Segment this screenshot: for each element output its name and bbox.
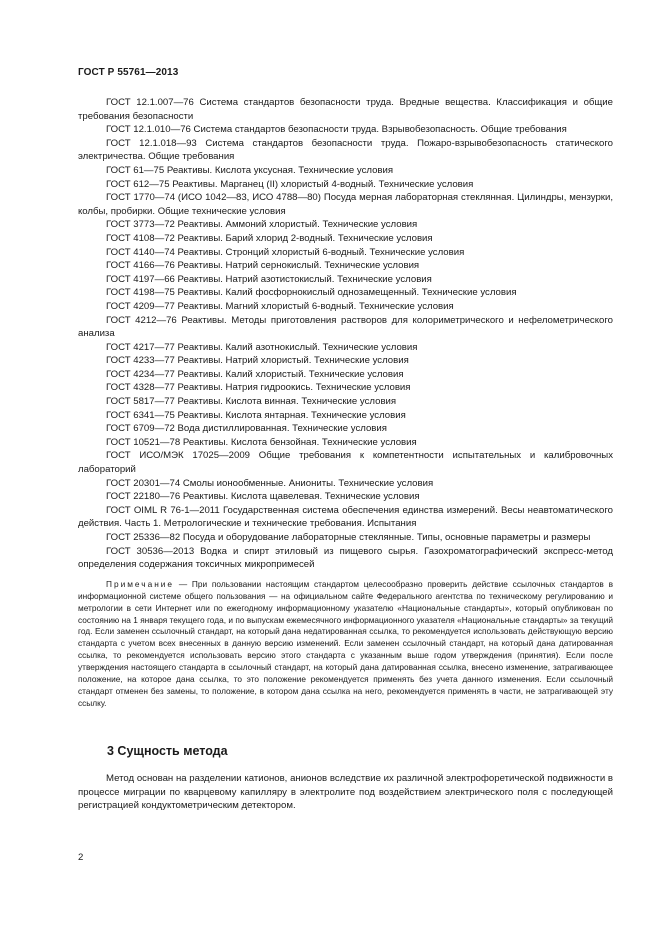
reference-item: ГОСТ 4212—76 Реактивы. Методы приготовления растворов для колориметрического и нефелометрического анализа — [78, 314, 613, 340]
reference-item: ГОСТ 10521—78 Реактивы. Кислота бензойная. Технические условия — [106, 436, 417, 448]
reference-item: ГОСТ 12.1.010—76 Система стандартов безопасности труда. Взрывобезопасность. Общие требования — [106, 124, 567, 136]
reference-item: ГОСТ 4217—77 Реактивы. Калий азотнокислый. Технические условия — [106, 341, 418, 353]
reference-item: ГОСТ 4198—75 Реактивы. Калий фосфорнокислый однозамещенный. Технические условия — [106, 287, 517, 299]
reference-item: ГОСТ 12.1.007—76 Система стандартов безопасности труда. Вредные вещества. Классификация и общие требования безопасности — [78, 97, 613, 122]
reference-item: ГОСТ 3773—72 Реактивы. Аммоний хлористый. Технические условия — [106, 219, 418, 231]
note-paragraph — [78, 579, 613, 710]
reference-item: ГОСТ 5817—77 Реактивы. Кислота винная. Технические условия — [106, 396, 397, 408]
section-paragraph: Метод основан на разделении катионов, анионов вследствие их различной электрофоретической подвижности в процессе миграции по кварцевому капилляру в электролите под воздействием электрического поля с последующей регистрацией кондуктометрическим детектором. — [78, 773, 613, 812]
reference-item: ГОСТ 4166—76 Реактивы. Натрий сернокислый. Технические условия — [106, 260, 420, 272]
note-label: Примечание — [106, 578, 175, 589]
reference-item: ГОСТ 30536—2013 Водка и спирт этиловый из пищевого сырья. Газохроматографический экспресс-метод определения содержания токсичных микропримесей — [78, 545, 613, 571]
reference-item: ГОСТ 1770—74 (ИСО 1042—83, ИСО 4788—80) Посуда мерная лабораторная стеклянная. Цилиндры, мензурки, колбы, пробирки. Общие технические условия — [78, 192, 613, 217]
references-block — [78, 96, 613, 718]
reference-item: ГОСТ 612—75 Реактивы. Марганец (II) хлористый 4-водный. Технические условия — [106, 178, 474, 190]
reference-item: ГОСТ 6709—72 Вода дистиллированная. Технические условия — [106, 423, 387, 435]
page-number: 2 — [78, 852, 84, 863]
reference-item: ГОСТ 4328—77 Реактивы. Натрия гидроокись. Технические условия — [106, 382, 411, 394]
reference-item: ГОСТ 4233—77 Реактивы. Натрий хлористый. Технические условия — [106, 355, 409, 367]
reference-item: ГОСТ 61—75 Реактивы. Кислота уксусная. Технические условия — [106, 164, 394, 176]
reference-item: ГОСТ 25336—82 Посуда и оборудование лабораторные стеклянные. Типы, основные параметры и размеры — [106, 532, 591, 543]
reference-item: ГОСТ 4209—77 Реактивы. Магний хлористый 6-водный. Технические условия — [106, 300, 454, 312]
reference-item: ГОСТ 22180—76 Реактивы. Кислота щавелевая. Технические условия — [106, 491, 420, 503]
reference-item: ГОСТ 4108—72 Реактивы. Барий хлорид 2-водный. Технические условия — [106, 232, 433, 244]
document-header: ГОСТ Р 55761—2013 — [78, 67, 179, 78]
note-text: — При пользовании настоящим стандартом целесообразно проверить действие ссылочных стандартов в информационной системе общего пользования — на официальном сайте Федерального агентства по техническому регулированию и метрологии в сети Интернет или по ежегодному информационному указателю «Национальные стандарты», который опубликован по состоянию на 1 января текущего года, и по выпускам ежемесячного информационного указателя «Национальные стандарты» за текущий год. Если заменен ссылочный стандарт, на который дана недатированная ссылка, то рекомендуется использовать действующую версию стандарта с учетом всех внесенных в данную версию изменений. Если заменен ссылочный стандарт, на который дана датированная ссылка, то рекомендуется использовать версию этого стандарта с указанным выше годом утверждения (принятия). Если после утверждения настоящего стандарта в ссылочный стандарт, на который дана датированная ссылка, внесено изменение, затрагивающее положение, на которое дана ссылка, то это положение рекомендуется применять без учета данного изменения. Если ссылочный стандарт отменен без замены, то положение, в котором дана ссылка на него, рекомендуется применять в части, не затрагивающей эту ссылку. — [78, 578, 613, 708]
reference-item: ГОСТ OIML R 76-1—2011 Государственная система обеспечения единства измерений. Весы неавтоматического действия. Часть 1. Метрологические и технические требования. Испытания — [78, 504, 613, 530]
section-title: 3 Сущность метода — [107, 744, 228, 758]
reference-item: ГОСТ 4234—77 Реактивы. Калий хлористый. Технические условия — [106, 368, 404, 380]
reference-item: ГОСТ 12.1.018—93 Система стандартов безопасности труда. Пожаро-взрывобезопасность статического электричества. Общие требования — [78, 137, 613, 163]
reference-item: ГОСТ 20301—74 Смолы ионообменные. Аниониты. Технические условия — [106, 477, 434, 489]
reference-item: ГОСТ 6341—75 Реактивы. Кислота янтарная. Технические условия — [106, 409, 406, 421]
reference-item: ГОСТ 4197—66 Реактивы. Натрий азотистокислый. Технические условия — [106, 273, 432, 285]
reference-item: ГОСТ ИСО/МЭК 17025—2009 Общие требования к компетентности испытательных и калибровочных лабораторий — [78, 450, 613, 476]
reference-item: ГОСТ 4140—74 Реактивы. Стронций хлористый 6-водный. Технические условия — [106, 246, 465, 258]
